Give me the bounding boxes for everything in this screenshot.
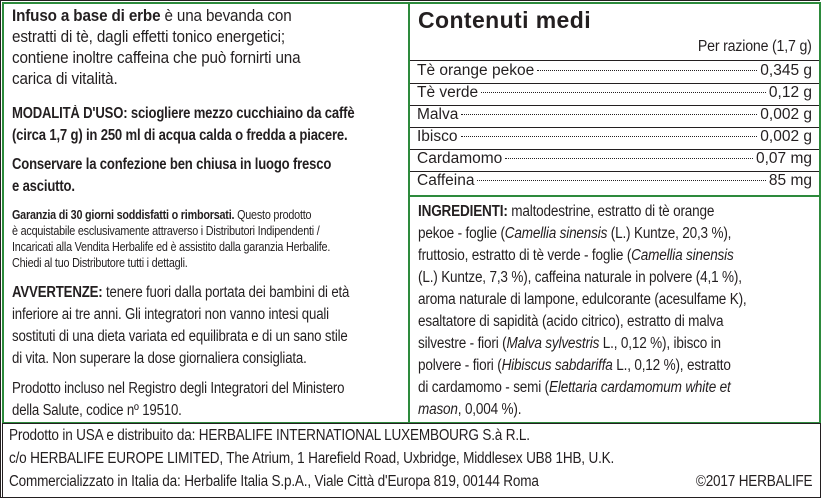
guarantee-line-3: Incaricati alla Vendita Herbalife ed è assistito dalla garanzia Herbalife. [12,239,331,254]
footer-line-3: Commercializzato in Italia da: Herbalife Italia S.p.A., Viale Città d'Europa 819, 00144 Roma [9,473,539,490]
intro-line-3: contiene inoltre caffeina che può fornirti una [12,49,301,67]
nutrient-row: Tè verde 0,12 g [417,84,812,101]
nutrient-row: Malva 0,002 g [417,106,812,123]
ingredients-line-1: INGREDIENTI: maltodestrine, estratto di tè orange [418,203,715,220]
warnings-line-1: AVVERTENZE: tenere fuori dalla portata dei bambini di età [12,284,350,301]
manufacturer-footer [2,423,821,498]
guarantee-line-2: è acquistabile esclusivamente attraverso i Distributori Indipendenti / [12,223,320,238]
nutrient-row: Caffeina 85 mg [417,172,812,189]
intro-line-4: carica di vitalità. [12,70,118,88]
ingredients-line-4: (L.) Kuntze, 7,3 %), caffeina naturale in polvere (4,1 %), [418,269,742,286]
section-divider [410,195,819,197]
warnings-line-4: di vita. Non superare la dose giornaliera consigliata. [12,350,307,367]
warnings-line-2: inferiore ai tre anni. Gli integratori non vanno intesi quali [12,306,329,323]
ingredients-line-2: pekoe - foglie (Camellia sinensis (L.) Kuntze, 20,3 %), [418,225,732,242]
footer-line-1: Prodotto in USA e distribuito da: HERBALIFE INTERNATIONAL LUXEMBOURG S.à R.L. [9,427,530,444]
nutrient-row: Cardamomo 0,07 mg [417,150,812,167]
usage-line-1: MODALITÀ D'USO: sciogliere mezzo cucchiaino da caffè [12,105,355,122]
ingredients-line-3: fruttosio, estratto di tè verde - foglie (Camellia sinensis [418,247,734,264]
intro-line-2: estratti di tè, dagli effetti tonico energetici; [12,28,285,46]
guarantee-line-4: Chiedi al tuo Distributore tutti i dettagli. [12,255,188,270]
storage-line-1: Conservare la confezione ben chiusa in luogo fresco [12,156,332,173]
usage-line-2: (circa 1,7 g) in 250 ml di acqua calda o fredda a piacere. [12,127,348,144]
copyright: ©2017 HERBALIFE [695,473,812,490]
nutrient-row: Tè orange pekoe 0,345 g [417,62,812,79]
footer-line-2: c/o HERBALIFE EUROPE LIMITED, The Atrium, 1 Harefield Road, Uxbridge, Middlesex UB8 1HB, U.K. [9,450,615,467]
intro-line-1: Infuso a base di erbe è una bevanda con [12,7,292,25]
ingredients-line-7: silvestre - fiori (Malva sylvestris L., 0,12 %), ibisco in [418,335,721,352]
registry-line-1: Prodotto incluso nel Registro degli Integratori del Ministero [12,380,345,397]
nutrient-row: Ibisco 0,002 g [417,128,812,145]
product-info-panel [2,2,410,424]
guarantee-title: Garanzia di 30 giorni soddisfatti o rimborsati. [12,207,235,222]
ingredients-line-10: mason, 0,004 %). [418,401,522,418]
warnings-line-3: sostituti di una dieta variata ed equilibrata e di un sano stile [12,328,348,345]
nutrition-title: Contenuti medi [418,7,591,33]
ingredients-line-9: di cardamomo - semi (Elettaria cardamomum white et [418,379,731,396]
ingredients-line-8: polvere - fiori (Hibiscus sabdariffa L., 0,12 %), estratto [418,357,731,374]
nutrition-header-divider [410,60,819,61]
ingredients-line-6: esaltatore di sapidità (acido citrico), estratto di malva [418,313,724,330]
nutrition-ingredients-panel [408,2,821,424]
ingredients-line-5: aroma naturale di lampone, edulcorante (acesulfame K), [418,291,747,308]
guarantee-line-1: Garanzia di 30 giorni soddisfatti o rimborsati. Questo prodotto [12,207,312,222]
intro-title: Infuso a base di erbe [12,7,161,25]
serving-header: Per razione (1,7 g) [698,38,812,55]
warnings-title: AVVERTENZE: [12,284,103,301]
ingredients-title: INGREDIENTI: [418,203,508,220]
registry-line-2: della Salute, codice nº 19510. [12,402,182,419]
storage-line-2: e asciutto. [12,178,75,195]
